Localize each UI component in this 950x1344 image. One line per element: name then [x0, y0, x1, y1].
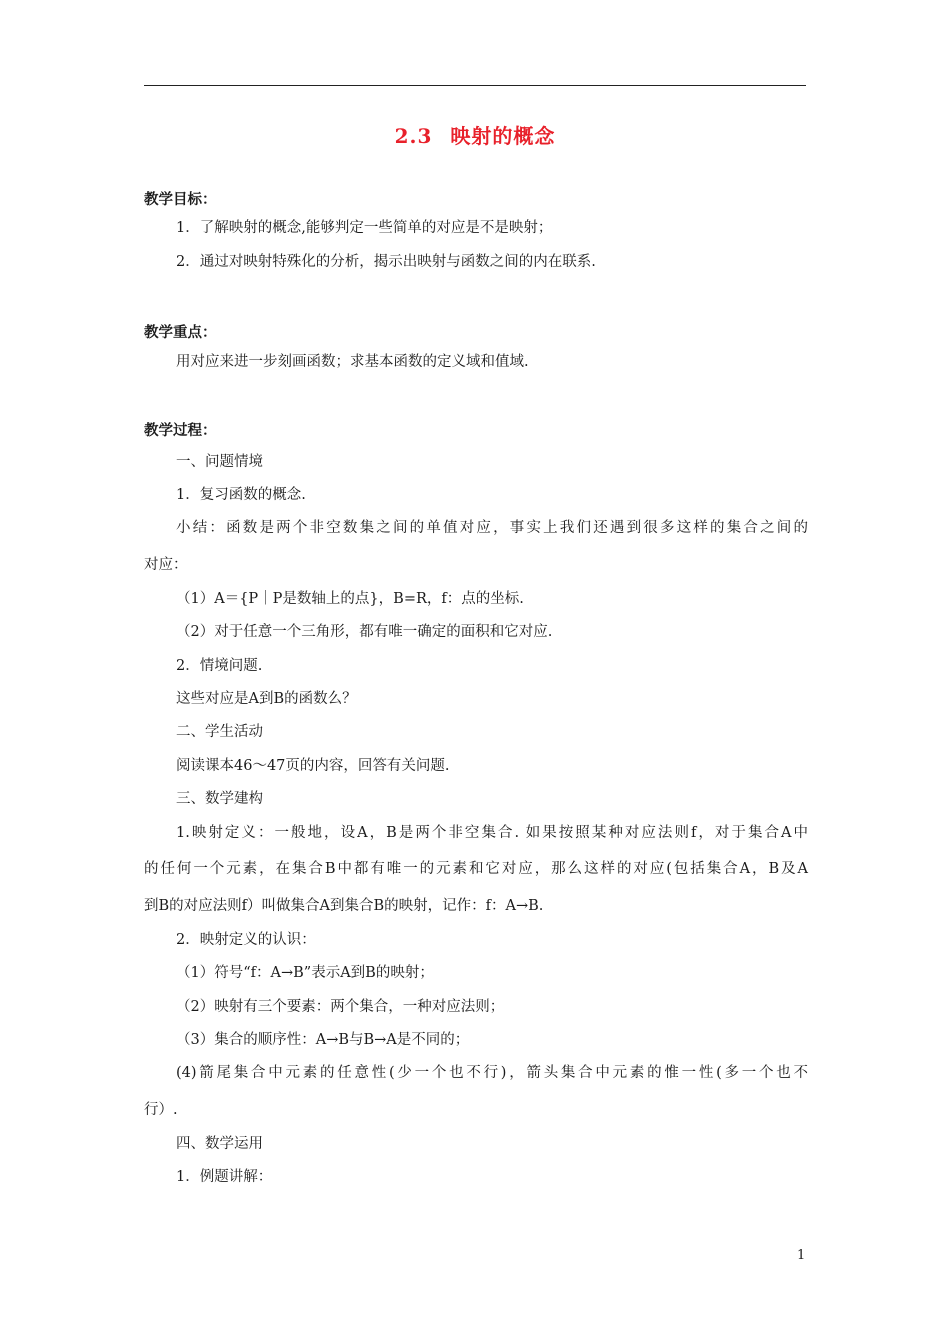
- keypoints-heading: 教学重点：: [144, 324, 217, 341]
- process-line: 1．例题讲解：: [176, 1169, 273, 1185]
- process-line: (4)箭尾集合中元素的任意性(少一个也不行)，箭头集合中元素的惟一性(多一个也不: [176, 1065, 808, 1081]
- section-title-text: 映射的概念: [450, 124, 556, 148]
- process-line: 行）.: [144, 1102, 178, 1118]
- process-line: （1）A＝{P｜P是数轴上的点}，B=R，f：点的坐标.: [176, 591, 524, 607]
- process-line: 小结：函数是两个非空数集之间的单值对应，事实上我们还遇到很多这样的集合之间的: [176, 520, 808, 536]
- process-line: （2）映射有三个要素：两个集合，一种对应法则；: [176, 999, 505, 1015]
- header-rule: [144, 85, 806, 86]
- process-line: 到B的对应法则f）叫做集合A到集合B的映射，记作：f：A→B.: [144, 898, 544, 914]
- process-line: 二、学生活动: [176, 724, 263, 740]
- objectives-heading: 教学目标：: [144, 191, 217, 208]
- keypoints-text: 用对应来进一步刻画函数；求基本函数的定义域和值域.: [176, 354, 529, 370]
- process-line: 1．复习函数的概念.: [176, 487, 306, 503]
- process-line: 一、问题情境: [176, 454, 263, 470]
- process-line: （1）符号“f：A→B”表示A到B的映射；: [176, 965, 434, 981]
- process-line: 三、数学建构: [176, 791, 263, 807]
- page-number: 1: [797, 1248, 806, 1263]
- process-line: （2）对于任意一个三角形，都有唯一确定的面积和它对应.: [176, 624, 553, 640]
- process-line: 1.映射定义：一般地，设A，B是两个非空集合. 如果按照某种对应法则f，对于集合A中: [176, 825, 808, 841]
- process-line: 四、数学运用: [176, 1136, 263, 1152]
- objective-item-2: 2．通过对映射特殊化的分析，揭示出映射与函数之间的内在联系.: [176, 254, 596, 270]
- section-number: 2.3: [394, 124, 433, 148]
- process-line: 2．映射定义的认识：: [176, 932, 316, 948]
- section-title: [0, 120, 950, 149]
- process-heading: 教学过程：: [144, 422, 217, 439]
- process-line: 2．情境问题.: [176, 658, 263, 674]
- objective-item-1: 1．了解映射的概念,能够判定一些简单的对应是不是映射；: [176, 220, 553, 236]
- process-line: 这些对应是A到B的函数么？: [176, 691, 357, 707]
- process-line: 对应：: [144, 557, 188, 573]
- process-line: 的任何一个元素，在集合B中都有唯一的元素和它对应，那么这样的对应(包括集合A，B及A: [144, 861, 808, 877]
- process-line: 阅读课本46～47页的内容，回答有关问题.: [176, 758, 450, 774]
- process-line: （3）集合的顺序性：A→B与B→A是不同的；: [176, 1032, 470, 1048]
